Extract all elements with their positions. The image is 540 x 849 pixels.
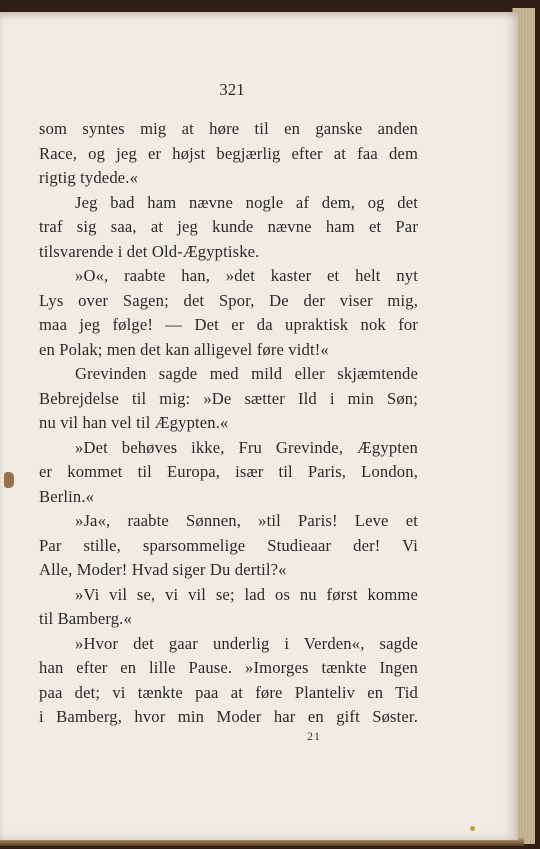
text-line: Bebrejdelse til mig: »De sætter Ild i min Søn; [39, 388, 418, 408]
body-text [39, 117, 418, 730]
text-line: Race, og jeg er højst begjærlig efter at faa dem [39, 143, 418, 163]
text-line: en Polak; men det kan alligevel føre vidt!« [39, 339, 329, 359]
text-line: Berlin.« [39, 486, 95, 506]
margin-stain [4, 472, 14, 488]
text-line: rigtig tydede.« [39, 168, 139, 187]
text-line: »Det behøves ikke, Fru Grevinde, Ægypten [75, 437, 418, 457]
text-line: »Vi vil se, vi vil se; lad os nu først komme [75, 584, 418, 604]
text-line: til Bamberg.« [39, 609, 132, 628]
dust-speck [470, 826, 475, 831]
text-line: er kommet til Europa, især til Paris, London, [39, 462, 418, 481]
text-line: tilsvarende i det Old-Ægyptiske. [39, 241, 260, 261]
text-line: Jeg bad ham nævne nogle af dem, og det [75, 192, 418, 212]
text-line: som syntes mig at høre til en ganske anden [39, 119, 418, 138]
text-line: Grevinden sagde med mild eller skjæmtende [75, 364, 418, 383]
text-line: i Bamberg, hvor min Moder har en gift Søster. [39, 707, 418, 726]
text-line: paa det; vi tænkte paa at føre Planteliv en Tid [39, 682, 418, 702]
text-line: Alle, Moder! Hvad siger Du dertil?« [39, 560, 287, 579]
text-line: »Hvor det gaar underlig i Verden«, sagde [75, 633, 418, 653]
text-line: »O«, raabte han, »det kaster et helt nyt [75, 266, 418, 285]
signature-mark: 21 [307, 729, 321, 743]
text-line: han efter en lille Pause. »Imorges tænkte Ingen [39, 658, 418, 677]
text-line: traf sig saa, at jeg kunde nævne ham et Par [39, 217, 418, 236]
text-line: maa jeg følge! — Det er da upraktisk nok for [39, 315, 418, 334]
text-line: Lys over Sagen; det Spor, De der viser mig, [39, 290, 418, 310]
text-line: nu vil han vel til Ægypten.« [39, 413, 229, 432]
page-number: 321 [219, 80, 245, 99]
text-line: Par stille, sparsommelige Studieaar der! Vi [39, 535, 418, 555]
text-line: »Ja«, raabte Sønnen, »til Paris! Leve et [75, 511, 418, 530]
